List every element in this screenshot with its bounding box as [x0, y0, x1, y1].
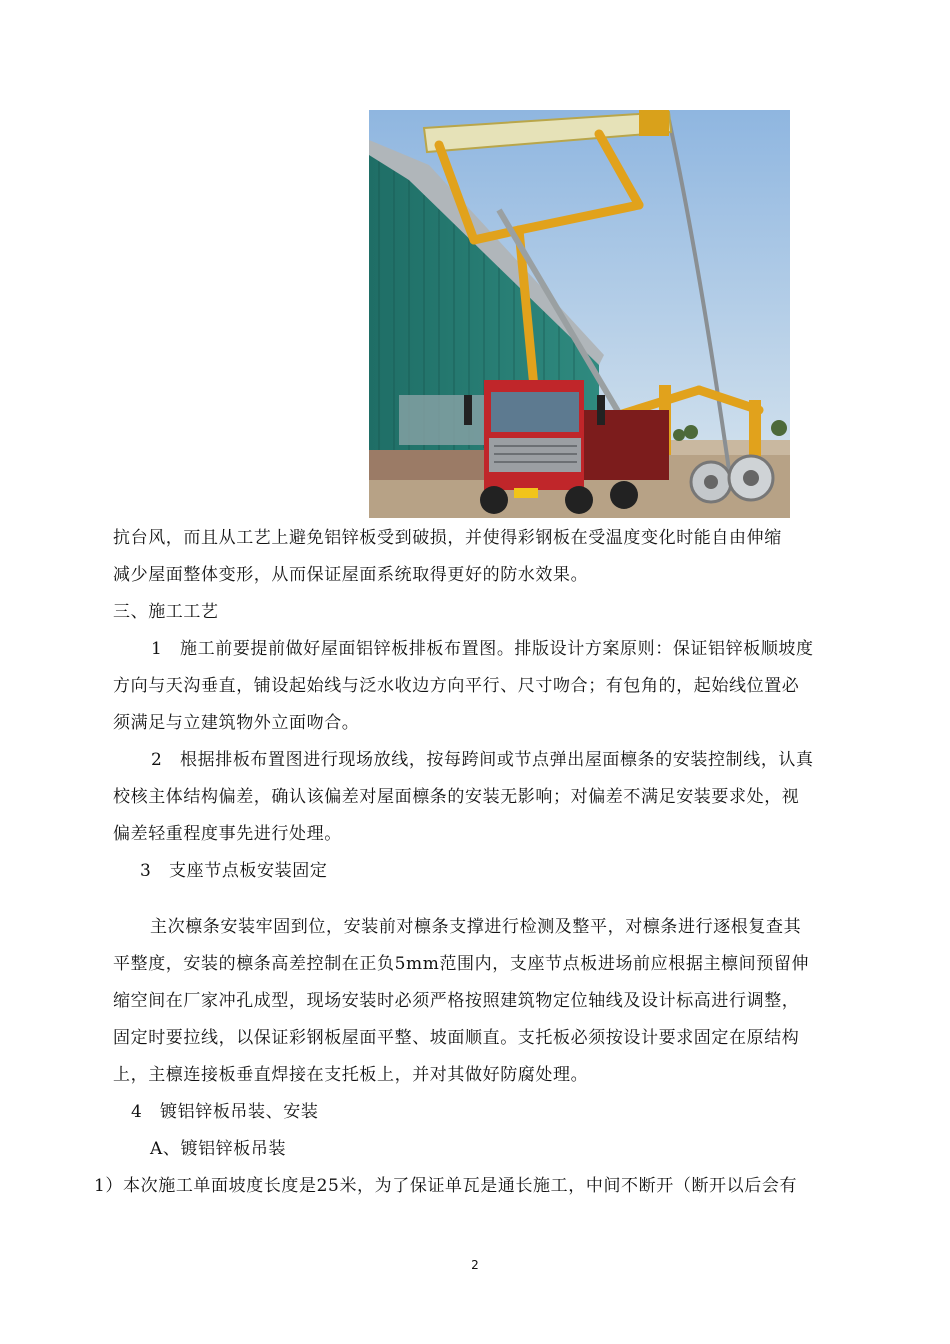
body-text-line: 1）本次施工单面坡度长度是25米，为了保证单瓦是通长施工，中间不断开（断开以后会有: [94, 1176, 798, 1196]
aerial-work-platform-truck-photo: [369, 110, 790, 518]
subsection-heading: A、镀铝锌板吊装: [150, 1139, 287, 1159]
subsection-heading: 3 支座节点板安装固定: [140, 861, 328, 881]
body-text-line: 方向与天沟垂直，铺设起始线与泛水收边方向平行、尺寸吻合；有包角的，起始线位置必: [113, 676, 800, 696]
section-heading: 三、施工工艺: [113, 602, 219, 622]
body-text-line: 固定时要拉线，以保证彩钢板屋面平整、坡面顺直。支托板必须按设计要求固定在原结构: [113, 1028, 800, 1048]
body-text-line: 上，主檩连接板垂直焊接在支托板上，并对其做好防腐处理。: [113, 1065, 589, 1085]
body-text-line: 偏差轻重程度事先进行处理。: [113, 824, 342, 844]
body-text-line: 减少屋面整体变形，从而保证屋面系统取得更好的防水效果。: [113, 565, 589, 585]
page-number: 2: [471, 1258, 479, 1272]
body-text-line: 抗台风，而且从工艺上避免铝锌板受到破损，并使得彩钢板在受温度变化时能自由伸缩: [113, 528, 782, 548]
body-text-line: 须满足与立建筑物外立面吻合。: [113, 713, 360, 733]
body-text-line: 1 施工前要提前做好屋面铝锌板排板布置图。排版设计方案原则：保证铝锌板顺坡度: [151, 639, 814, 659]
body-text-line: 平整度，安装的檩条高差控制在正负5mm范围内，支座节点板进场前应根据主檩间预留伸: [113, 954, 810, 974]
body-text-line: 校核主体结构偏差，确认该偏差对屋面檩条的安装无影响；对偏差不满足安装要求处，视: [113, 787, 800, 807]
subsection-heading: 4 镀铝锌板吊装、安装: [131, 1102, 319, 1122]
body-text-line: 缩空间在厂家冲孔成型，现场安装时必须严格按照建筑物定位轴线及设计标高进行调整，: [113, 991, 800, 1011]
body-text-line: 主次檩条安装牢固到位，安装前对檩条支撑进行检测及整平，对檩条进行逐根复查其: [150, 917, 802, 937]
body-text-line: 2 根据排板布置图进行现场放线，按每跨间或节点弹出屋面檩条的安装控制线，认真: [151, 750, 814, 770]
construction-photo: [369, 110, 790, 518]
